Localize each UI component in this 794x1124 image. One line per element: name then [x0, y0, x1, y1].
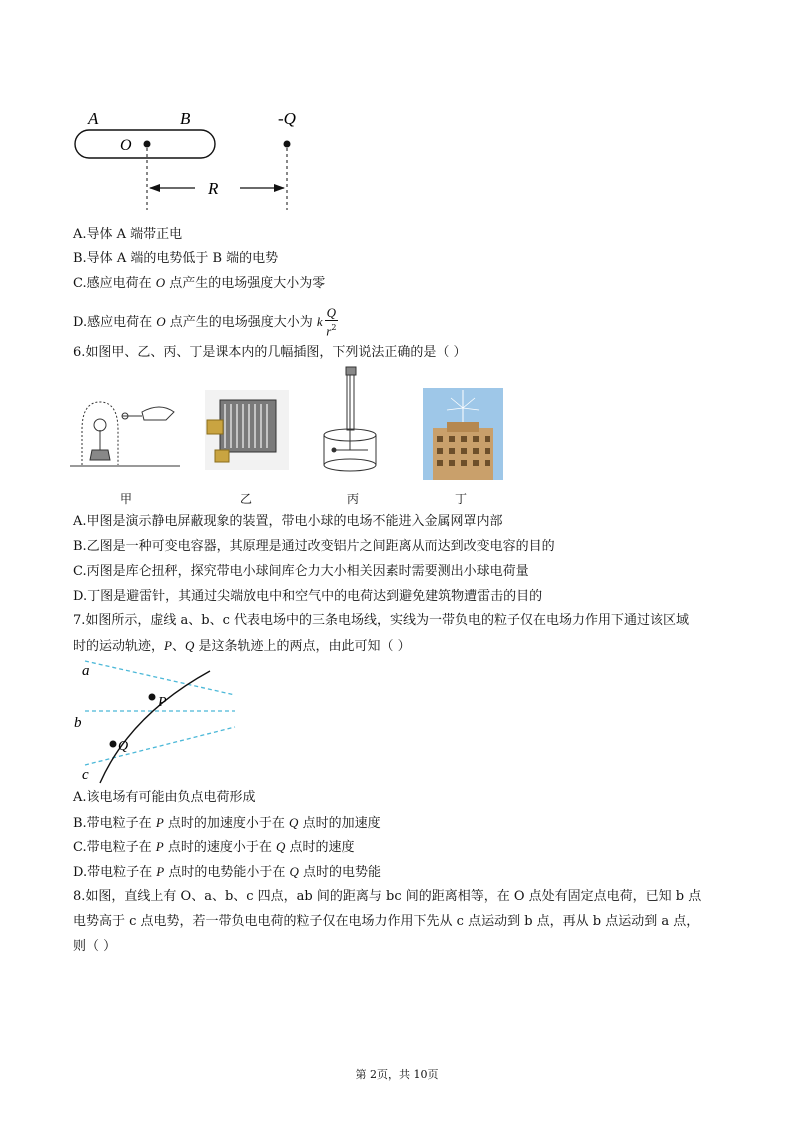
- label-P: P: [158, 695, 167, 710]
- q7-stem-line1: 7.如图所示，虚线 a、b、c 代表电场中的三条电场线，实线为一带负电的粒子仅在电场力作用下通过该区域: [73, 613, 690, 628]
- label-O: O: [120, 137, 132, 154]
- caption-jia: 甲: [120, 492, 133, 506]
- q6-option-d: D.丁图是避雷针，其通过尖端放电中和空气中的电荷达到避免建筑物遭雷击的目的: [73, 589, 543, 604]
- q5-option-a: A.导体 A 端带正电: [73, 227, 183, 242]
- label-Q: Q: [118, 739, 129, 754]
- q5-option-b: B.导体 A 端的电势低于 B 端的电势: [73, 251, 279, 266]
- point-negQ: [284, 141, 291, 148]
- label-b: b: [74, 715, 82, 731]
- field-lines-figure: [70, 655, 245, 785]
- label-c: c: [82, 767, 89, 783]
- label-R: R: [208, 179, 219, 198]
- q8-stem-line2: 电势高于 c 点电势，若一带负电电荷的粒子仅在电场力作用下先从 c 点运动到 b 点，再从 b 点运动到 a 点，: [73, 914, 700, 929]
- label-A: A: [88, 109, 99, 128]
- q7-stem-line2: 时的运动轨迹，P、Q 是这条轨迹上的两点，由此可知（ ）: [73, 638, 411, 654]
- q7-option-b: B.带电粒子在 P 点时的加速度小于在 Q 点时的加速度: [73, 815, 381, 831]
- q6-stem: 6.如图甲、乙、丙、丁是课本内的几幅插图，下列说法正确的是（ ）: [73, 345, 467, 360]
- page-footer: 第 2页，共 10页: [355, 1068, 439, 1081]
- figure-yi-variable-capacitor: [205, 390, 289, 470]
- figure-jia-electrostatic-shield: [70, 390, 182, 480]
- q7-option-d: D.带电粒子在 P 点时的电势能小于在 Q 点时的电势能: [73, 864, 381, 880]
- label-neg-Q: -Q: [278, 109, 296, 128]
- q7-option-c: C.带电粒子在 P 点时的速度小于在 Q 点时的速度: [73, 839, 355, 855]
- fraction: $\frac{Q}{r^2}$: [326, 305, 337, 339]
- q6-option-c: C.丙图是库仑扭秤，探究带电小球间库仑力大小相关因素时需要测出小球电荷量: [73, 564, 529, 579]
- q5-option-d: D.感应电荷在 O 点产生的电场强度大小为 k $\frac{Q}{r^2}$: [73, 305, 337, 339]
- label-a: a: [82, 663, 90, 679]
- caption-bing: 丙: [347, 492, 360, 506]
- q5-option-c: C.感应电荷在 O 点产生的电场强度大小为零: [73, 275, 326, 291]
- caption-yi: 乙: [240, 492, 253, 506]
- label-B: B: [180, 109, 191, 128]
- q7-option-a: A.该电场有可能由负点电荷形成: [73, 790, 256, 805]
- q8-stem-line3: 则（ ）: [73, 939, 117, 954]
- q6-option-b: B.乙图是一种可变电容器，其原理是通过改变铝片之间距离从而达到改变电容的目的: [73, 539, 555, 554]
- figure-bing-coulomb-balance: [320, 365, 380, 480]
- conductor-figure: [70, 100, 310, 215]
- q8-stem-line1: 8.如图，直线上有 O、a、b、c 四点，ab 间的距离与 bc 间的距离相等，在 O 点处有固定点电荷，已知 b 点: [73, 889, 702, 904]
- q6-option-a: A.甲图是演示静电屏蔽现象的装置，带电小球的电场不能进入金属网罩内部: [73, 514, 503, 529]
- caption-ding: 丁: [455, 492, 468, 506]
- point-O: [144, 141, 151, 148]
- figure-ding-lightning-rod: [423, 388, 503, 480]
